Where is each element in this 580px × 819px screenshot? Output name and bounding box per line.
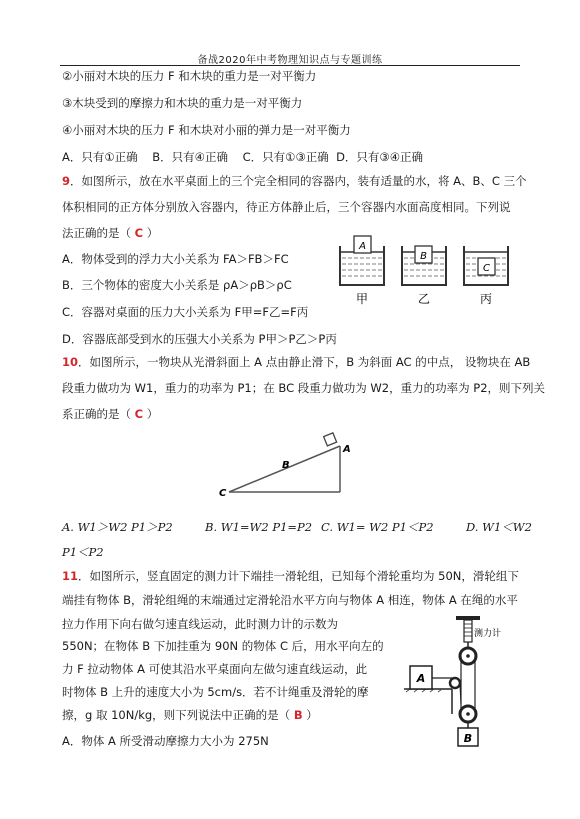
prev-option-3: ③木块受到的摩擦力和木块的重力是一对平衡力	[62, 96, 303, 110]
q11-line1	[62, 568, 519, 584]
label-jia: 甲	[355, 292, 369, 306]
q9-stem-end: 法正确的是（	[62, 226, 131, 240]
q9-option-d: D．容器底部受到水的压强大小关系为 P甲＞P乙＞P丙	[62, 332, 337, 346]
q9-figure	[335, 228, 515, 306]
q11-answer: B	[293, 708, 303, 722]
q10-line3	[62, 406, 158, 422]
q9-option-c: C．容器对桌面的压力大小关系为 F甲=F乙=F丙	[62, 305, 309, 319]
q11-line7	[62, 707, 318, 723]
q10-number: 10	[62, 355, 79, 369]
q9-number: 9	[62, 174, 71, 188]
point-c-label: C	[219, 488, 227, 499]
q10-line2: 段重力做功为 W1，重力的功率为 P1；在 BC 段重力做功为 W2，重力的功率为 P2，则下列关	[62, 381, 546, 395]
q9-option-b: B．三个物体的密度大小关系是 ρA＞ρB＞ρC	[62, 278, 292, 292]
q11-stem-end: 擦，g 取 10N/kg，则下列说法中正确的是（	[62, 708, 291, 722]
container-yi	[401, 246, 447, 286]
q10-option-c: C. W1= W2 P1＜P2	[321, 520, 434, 534]
q10-option-d: D. W1＜W2	[466, 520, 532, 534]
object-b-label: B	[463, 732, 473, 745]
q11-paren-close: ）	[306, 708, 318, 722]
spring-scale	[464, 620, 472, 642]
q10-answer: C	[134, 407, 144, 421]
cube-b-label: B	[420, 251, 427, 262]
q9-line2: 体积相同的正方体分别放入容器内，待正方体静止后，三个容器内水面高度相同。下列说	[62, 200, 511, 214]
q11-line4: 550N；在物体 B 下加挂重为 90N 的物体 C 后，用水平向左的	[62, 639, 384, 653]
object-a-label: A	[416, 672, 426, 685]
cube-a-label: A	[359, 241, 366, 252]
label-bing: 丙	[479, 292, 493, 306]
sliding-block	[324, 433, 337, 446]
q9-option-a: A．物体受到的浮力大小关系为 FA＞FB＞FC	[62, 252, 289, 266]
prev-option-4: ④小丽对木块的压力 F 和木块对小丽的弹力是一对平衡力	[62, 123, 351, 137]
point-a-label: A	[343, 444, 351, 455]
q11-text1: ．如图所示，竖直固定的测力计下端挂一滑轮组，已知每个滑轮重均为 50N，滑轮组下	[78, 569, 519, 583]
spring-scale-label: 测力计	[474, 629, 502, 639]
q10-paren-close: ）	[146, 407, 159, 421]
q10-option-a: A. W1＞W2 P1＞P2	[62, 520, 173, 534]
q10-line1	[62, 354, 530, 370]
q11-line2: 端挂有物体 B，滑轮组绳的末端通过定滑轮沿水平方向与物体 A 相连，物体 A 在绳的水平	[62, 593, 518, 607]
q10-figure	[215, 430, 355, 502]
q9-text1: ．如图所示，放在水平桌面上的三个完全相同的容器内，装有适量的水，将 A、B、C 三个	[70, 174, 527, 188]
q10-text1: ．如图所示，一物块从光滑斜面上 A 点由静止滑下，B 为斜面 AC 的中点， 设物块在 AB	[78, 355, 531, 369]
container-jia	[339, 236, 385, 286]
container-bing	[463, 246, 509, 286]
prev-option-2: ②小丽对木块的压力 F 和木块的重力是一对平衡力	[62, 69, 317, 83]
q11-number: 11	[62, 569, 79, 583]
label-yi: 乙	[417, 292, 431, 306]
q9-line1	[62, 173, 527, 189]
edge-pulley	[450, 678, 460, 688]
q11-line5: 力 F 拉动物体 A 可使其沿水平桌面向左做匀速直线运动，此	[62, 662, 368, 676]
q11-figure	[400, 614, 525, 754]
header-rule	[60, 65, 520, 66]
point-b-label: B	[282, 460, 290, 471]
q11-line6: 时物体 B 上升的速度大小为 5cm/s．若不计绳重及滑轮的摩	[62, 685, 369, 699]
q10-option-d-cont: P1＜P2	[62, 545, 104, 559]
q9-paren-close: ）	[146, 226, 159, 240]
q10-stem-end: 系正确的是（	[62, 407, 131, 421]
q11-line3: 拉力作用下向右做匀速直线运动，此时测力计的示数为	[62, 617, 338, 631]
q10-option-b: B. W1=W2 P1=P2	[205, 520, 313, 534]
cube-c-label: C	[483, 263, 490, 274]
q9-line3	[62, 225, 158, 241]
q11-option-a: A．物体 A 所受滑动摩擦力大小为 275N	[62, 734, 269, 748]
q9-answer: C	[134, 226, 144, 240]
page-header: 备战2020年中考物理知识点与专题训练	[197, 55, 383, 66]
prev-choices: A．只有①正确 B．只有④正确 C．只有①③正确 D．只有③④正确	[62, 150, 424, 164]
